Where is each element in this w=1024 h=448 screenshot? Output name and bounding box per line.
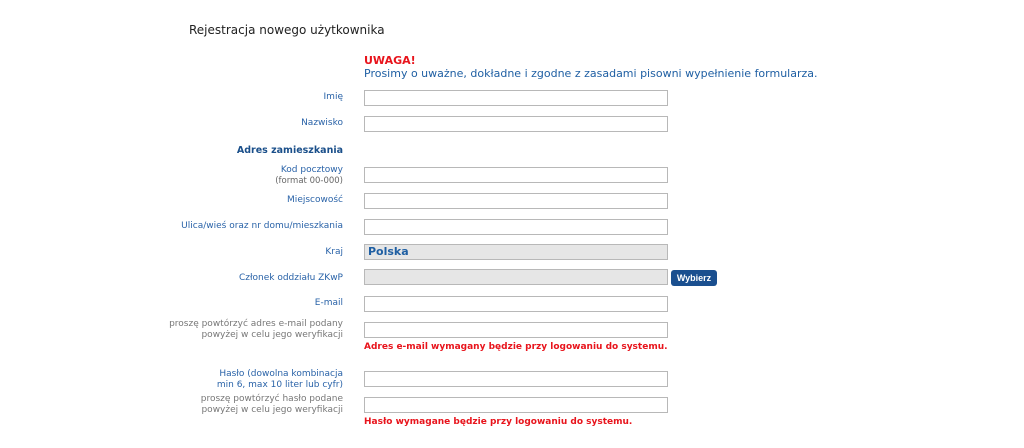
email-confirm-label-line1: proszę powtórzyć adres e-mail podany (169, 319, 343, 329)
city-label: Miejscowość (287, 195, 343, 205)
password-confirm-label (201, 394, 343, 416)
email-confirm-input[interactable] (364, 322, 668, 338)
last-name-input[interactable] (364, 116, 668, 132)
postal-code-label (275, 165, 343, 187)
postal-code-input[interactable] (364, 167, 668, 183)
email-note: Adres e-mail wymagany będzie przy logowaniu do systemu. (364, 342, 668, 352)
email-input[interactable] (364, 296, 668, 312)
street-label: Ulica/wieś oraz nr domu/mieszkania (181, 221, 343, 231)
address-section-heading: Adres zamieszkania (236, 145, 343, 156)
street-input[interactable] (364, 219, 668, 235)
password-confirm-input[interactable] (364, 397, 668, 413)
email-confirm-label-line2: powyżej w celu jego weryfikacji (201, 330, 343, 340)
password-input[interactable] (364, 371, 668, 387)
warning-heading: UWAGA! (364, 54, 416, 67)
choose-branch-button[interactable]: Wybierz (671, 270, 717, 286)
page-title: Rejestracja nowego użytkownika (189, 23, 385, 37)
postal-code-hint: (format 00-000) (275, 176, 343, 186)
password-label-line1: Hasło (dowolna kombinacja (219, 369, 343, 379)
first-name-input[interactable] (364, 90, 668, 106)
postal-code-label-text: Kod pocztowy (280, 165, 343, 175)
country-field: Polska (364, 244, 668, 260)
branch-label: Członek oddziału ZKwP (238, 273, 343, 283)
warning-text: Prosimy o uważne, dokładne i zgodne z zasadami pisowni wypełnienie formularza. (364, 67, 818, 80)
city-input[interactable] (364, 193, 668, 209)
password-confirm-label-line2: powyżej w celu jego weryfikacji (201, 405, 343, 415)
branch-input (364, 269, 668, 285)
last-name-label: Nazwisko (301, 118, 343, 128)
email-label: E-mail (314, 298, 343, 308)
email-confirm-label (169, 319, 343, 341)
password-label-line2: min 6, max 10 liter lub cyfr) (216, 380, 343, 390)
password-confirm-label-line1: proszę powtórzyć hasło podane (200, 394, 343, 404)
first-name-label: Imię (323, 92, 343, 102)
password-note: Hasło wymagane będzie przy logowaniu do systemu. (364, 417, 633, 427)
country-label: Kraj (325, 247, 343, 257)
password-label (217, 369, 343, 391)
